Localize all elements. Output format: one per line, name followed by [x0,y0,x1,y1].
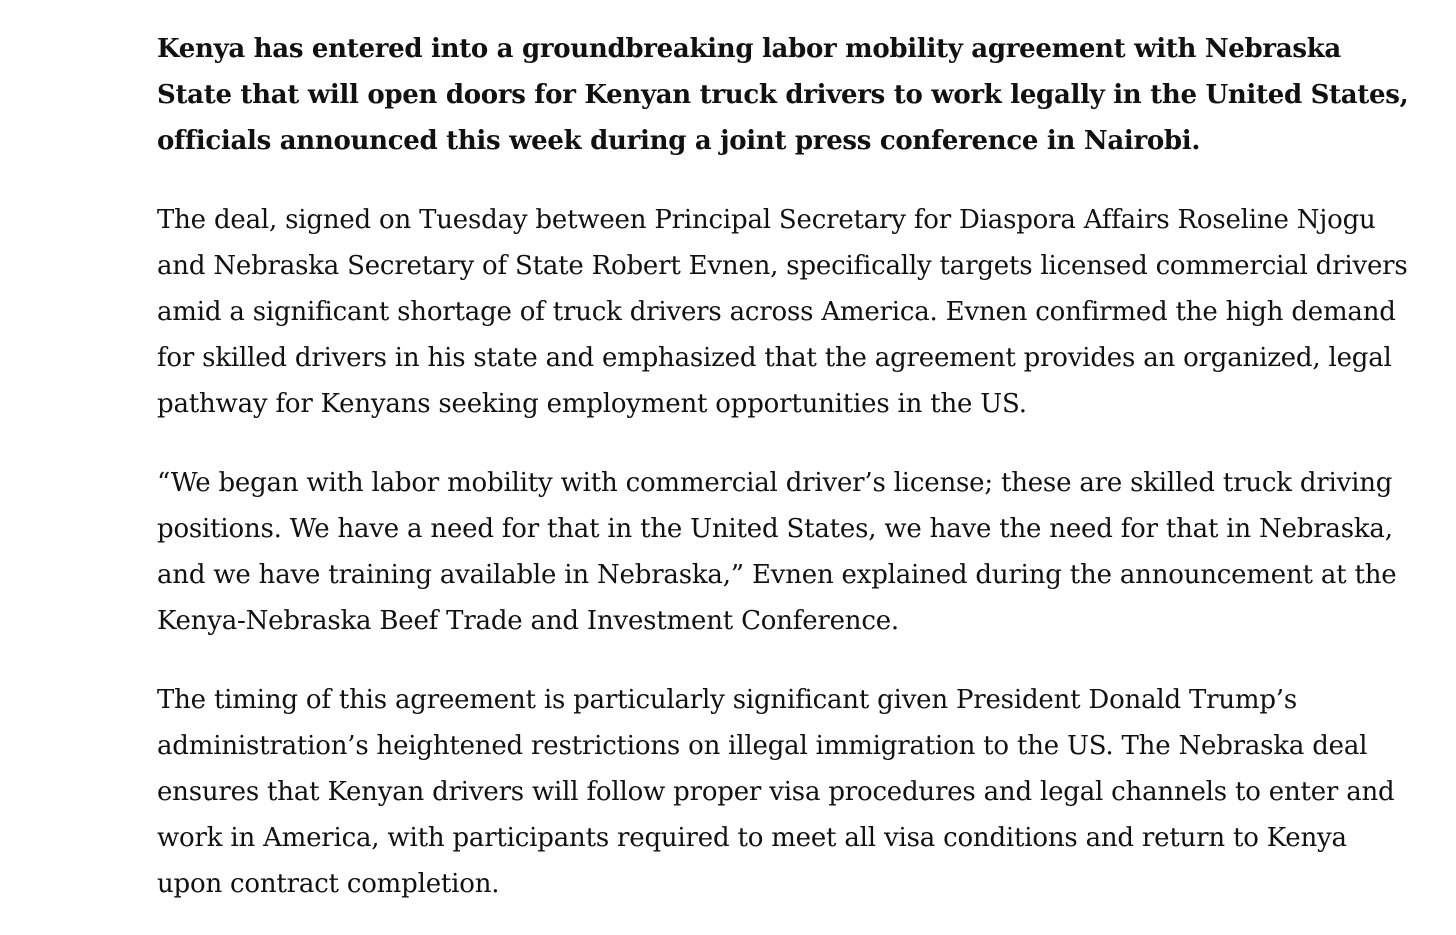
article-paragraph-deal: The deal, signed on Tuesday between Principal Secretary for Diaspora Affairs Roseline Njogu and Nebraska Secretary of State Robert Evnen, specifically targets licensed commercial drivers amid a significant shortage of truck drivers across America. Evnen confirmed the high demand for skilled drivers in his state and emphasized that the agreement provides an organized, legal pathway for Kenyans seeking employment opportunities in the US. [157,205,1408,419]
article-paragraph-quote: “We began with labor mobility with commercial driver’s license; these are skilled truck driving positions. We have a need for that in the United States, we have the need for that in Nebraska, and we have training available in Nebraska,” Evnen explained during the announcement at the Kenya-Nebraska Beef Trade and Investment Conference. [157,468,1397,636]
article-lead-paragraph: Kenya has entered into a groundbreaking labor mobility agreement with Nebraska State that will open doors for Kenyan truck drivers to work legally in the United States, officials announced this week during a joint press conference in Nairobi. [157,34,1409,156]
article-body [157,26,1417,907]
article-paragraph-timing: The timing of this agreement is particularly significant given President Donald Trump’s administration’s heightened restrictions on illegal immigration to the US. The Nebraska deal ensures that Kenyan drivers will follow proper visa procedures and legal channels to enter and work in America, with participants required to meet all visa conditions and return to Kenya upon contract completion. [157,685,1395,899]
